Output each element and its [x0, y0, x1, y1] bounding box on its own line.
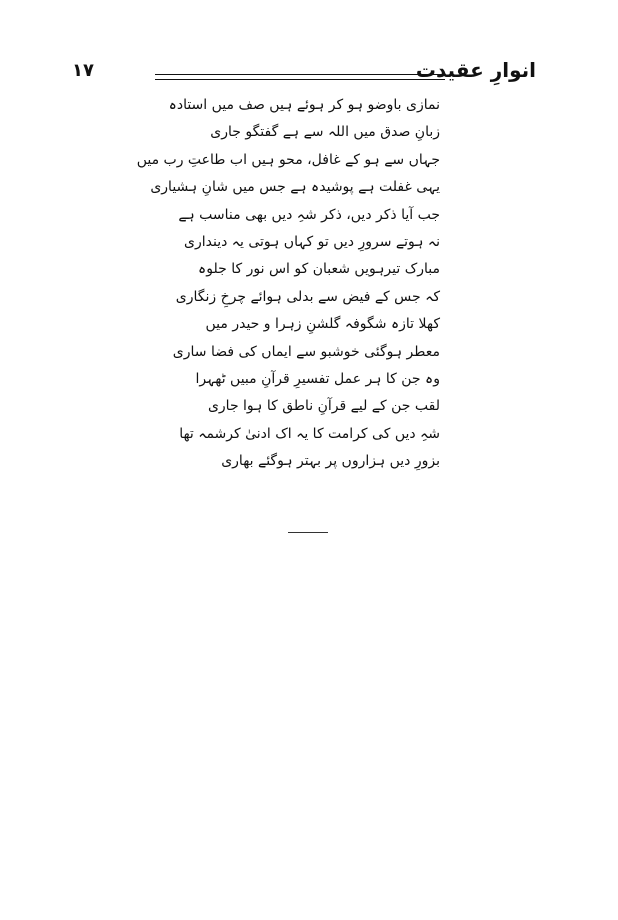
poem-verse: جب آیا ذکر دیں، ذکر شہِ دیں بھی مناسب ہے [178, 206, 440, 223]
poem-verse: لقب جن کے لیے قرآنِ ناطق کا ہوا جاری [207, 398, 440, 415]
poem-verse: نہ ہوتے سرورِ دیں تو کہاں ہوتی یہ دینداری [184, 233, 440, 250]
header-rule-bottom [155, 79, 445, 80]
poem-verse: معطر ہوگئی خوشبو سے ایماں کی فضا ساری [172, 343, 440, 360]
poem-verse: بزورِ دیں ہزاروں پر بہتر ہوگئے بھاری [221, 453, 440, 470]
poem-verse: شہِ دیں کی کرامت کا یہ اک ادنیٰ کرشمہ تھا [179, 425, 440, 442]
poem-verse: وہ جن کا ہر عمل تفسیرِ قرآنِ مبیں ٹھہرا [195, 370, 440, 387]
page-number: ۱۷ [72, 60, 94, 81]
page-header [0, 0, 618, 100]
poem-verse: کھلا تازہ شگوفہ گلشنِ زہرا و حیدر میں [205, 316, 440, 333]
poem-verse: نمازی باوضو ہو کر ہوئے ہیں صف میں استادہ [168, 97, 440, 113]
poem-verse: مبارک تیرہویں شعبان کو اس نور کا جلوہ [198, 261, 440, 278]
book-title: انوارِ عقیدت [415, 58, 536, 82]
section-end-divider [288, 532, 328, 533]
poem-verse: زبانِ صدق میں اللہ سے ہے گفتگو جاری [210, 124, 440, 141]
poem-verse: جہاں سے ہو کے غافل، محو ہیں اب طاعتِ رب میں [136, 151, 440, 168]
poem-body [120, 92, 440, 475]
poem-verse: کہ جس کے فیض سے بدلی ہوائے چرخِ زنگاری [175, 288, 440, 305]
header-rule-top [155, 74, 445, 75]
poem-verse: یہی غفلت ہے پوشیدہ ہے جس میں شانِ ہشیاری [150, 179, 440, 196]
